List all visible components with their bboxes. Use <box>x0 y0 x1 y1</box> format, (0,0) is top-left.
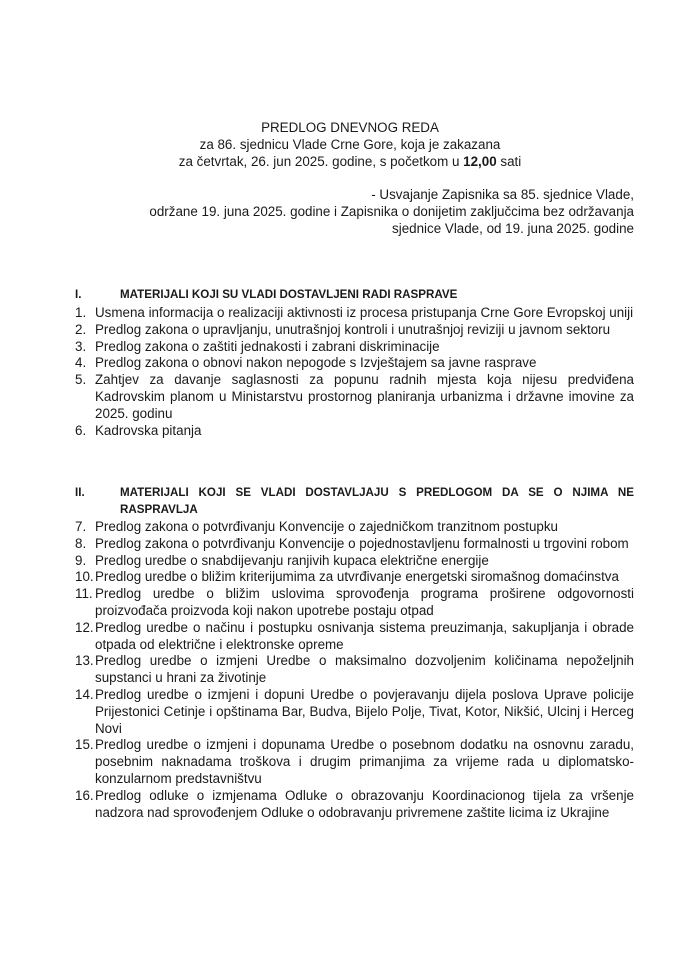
item-text: Predlog zakona o upravljanju, unutrašnjoj kontroli i unutrašnjoj reviziji u javnom sektoru <box>95 321 611 337</box>
intro-line: održane 19. juna 2025. godine i Zapisnika o donijetim zaključcima bez održavanja <box>149 203 634 219</box>
intro-line: - Usvajanje Zapisnika sa 85. sjednice Vlade, <box>371 187 634 202</box>
section-title: MATERIJALI KOJI SE VLADI DOSTAVLJAJU S PREDLOGOM DA SE O NJIMA NE RASPRAVLJA <box>120 486 634 516</box>
item-number: 7. <box>75 519 87 534</box>
item-text: Predlog uredbe o izmjeni Uredbe o maksimalno dozvoljenim količinama nepoželjnih supstanci u hrani za životinje <box>95 653 634 686</box>
item-text: Usmena informacija o realizaciji aktivnosti iz procesa pristupanja Crne Gore Evropskoj uniji <box>95 305 634 320</box>
section-heading-1 <box>75 287 634 304</box>
item-number: 6. <box>75 422 87 438</box>
section-title: MATERIJALI KOJI SU VLADI DOSTAVLJENI RADI RASPRAVE <box>120 288 458 301</box>
agenda-item <box>75 372 634 422</box>
agenda-list-section-2 <box>75 519 634 821</box>
item-text: Predlog zakona o zaštiti jednakosti i zabrani diskriminacije <box>95 338 440 354</box>
agenda-item <box>75 687 634 737</box>
item-number: 2. <box>75 321 87 337</box>
document-header <box>60 120 640 170</box>
item-text: Predlog zakona o potvrđivanju Konvencije o pojednostavljenu formalnosti u trgovini robom <box>95 535 629 551</box>
start-time: 12,00 <box>463 153 497 169</box>
agenda-item <box>75 653 634 687</box>
agenda-item <box>75 569 634 586</box>
agenda-list-section-1 <box>75 305 634 439</box>
date-line <box>60 154 640 171</box>
item-text: Predlog uredbe o načinu i postupku osnivanja sistema preuzimanja, sakupljanja i obrade otpada od električne i elektronske opreme <box>95 619 634 652</box>
session-line: za 86. sjednicu Vlade Crne Gore, koja je zakazana <box>199 136 501 152</box>
item-number: 15. <box>75 737 94 753</box>
intro-line: sjednice Vlade, od 19. juna 2025. godine <box>392 220 634 236</box>
item-number: 1. <box>75 305 87 320</box>
item-text: Predlog uredbe o bližim kriterijumima za utvrđivanje energetski siromašnog domaćinstva <box>95 569 619 585</box>
date-text: za četvrtak, 26. jun 2025. godine, s početkom u <box>178 153 464 169</box>
item-text: Predlog uredbe o izmjeni i dopunama Uredbe o posebnom dodatku na osnovnu zaradu, posebnim naknadama troškova i drugim primanjima za vrijeme rada u diplomatsko-konzularnom predstavništvu <box>95 737 634 786</box>
document-title: PREDLOG DNEVNOG REDA <box>261 120 439 135</box>
agenda-item <box>75 339 634 356</box>
section-heading-2 <box>75 485 634 519</box>
item-text: Predlog zakona o potvrđivanju Konvencije o zajedničkom tranzitnom postupku <box>95 519 558 534</box>
item-number: 14. <box>75 686 94 702</box>
item-number: 11. <box>75 586 93 602</box>
item-text: Predlog uredbe o bližim uslovima sprovođenja programa proširene odgovornosti proizvođača proizvoda koji nakon upotrebe postaju otpad <box>95 586 634 618</box>
agenda-item <box>75 737 634 787</box>
section-numeral: I. <box>75 288 82 301</box>
agenda-item <box>75 553 634 570</box>
item-text: Zahtjev za davanje saglasnosti za popunu radnih mjesta koja nijesu predviđena Kadrovskim planom u Ministarstvu prostornog planiranja urbanizma i državne imovine za 2025. godinu <box>95 372 634 421</box>
item-number: 9. <box>75 552 87 568</box>
agenda-item <box>75 620 634 654</box>
item-text: Predlog uredbe o izmjeni i dopuni Uredbe o povjeravanju dijela poslova Uprave policije Prijestonici Cetinje i opštinama Bar, Budva, Bijelo Polje, Tivat, Kotor, Nikšić, Ulcinj i Herceg Novi <box>95 686 634 736</box>
item-number: 5. <box>75 372 87 388</box>
item-text: Predlog odluke o izmjenama Odluke o obrazovanju Koordinacionog tijela za vršenje nadzora nad sprovođenjem Odluke o odobravanju privremene zaštite licima iz Ukrajine <box>95 787 634 820</box>
agenda-item <box>75 788 634 822</box>
item-number: 8. <box>75 535 87 551</box>
item-text: Kadrovska pitanja <box>95 422 202 438</box>
item-number: 4. <box>75 355 87 371</box>
time-unit: sati <box>496 153 522 169</box>
minutes-adoption-note <box>60 187 634 237</box>
item-number: 10. <box>75 569 94 585</box>
item-number: 12. <box>75 619 94 635</box>
item-number: 16. <box>75 787 94 803</box>
item-text: Predlog zakona o obnovi nakon nepogode s Izvještajem sa javne rasprave <box>95 355 537 371</box>
item-number: 3. <box>75 338 87 354</box>
agenda-item <box>75 355 634 372</box>
item-text: Predlog uredbe o snabdijevanju ranjivih kupaca električne energije <box>95 552 489 568</box>
agenda-item <box>75 305 634 322</box>
agenda-item <box>75 586 634 620</box>
section-numeral: II. <box>75 486 85 499</box>
agenda-item <box>75 322 634 339</box>
agenda-item <box>75 536 634 553</box>
agenda-item <box>75 423 634 440</box>
item-number: 13. <box>75 653 94 669</box>
agenda-item <box>75 519 634 536</box>
